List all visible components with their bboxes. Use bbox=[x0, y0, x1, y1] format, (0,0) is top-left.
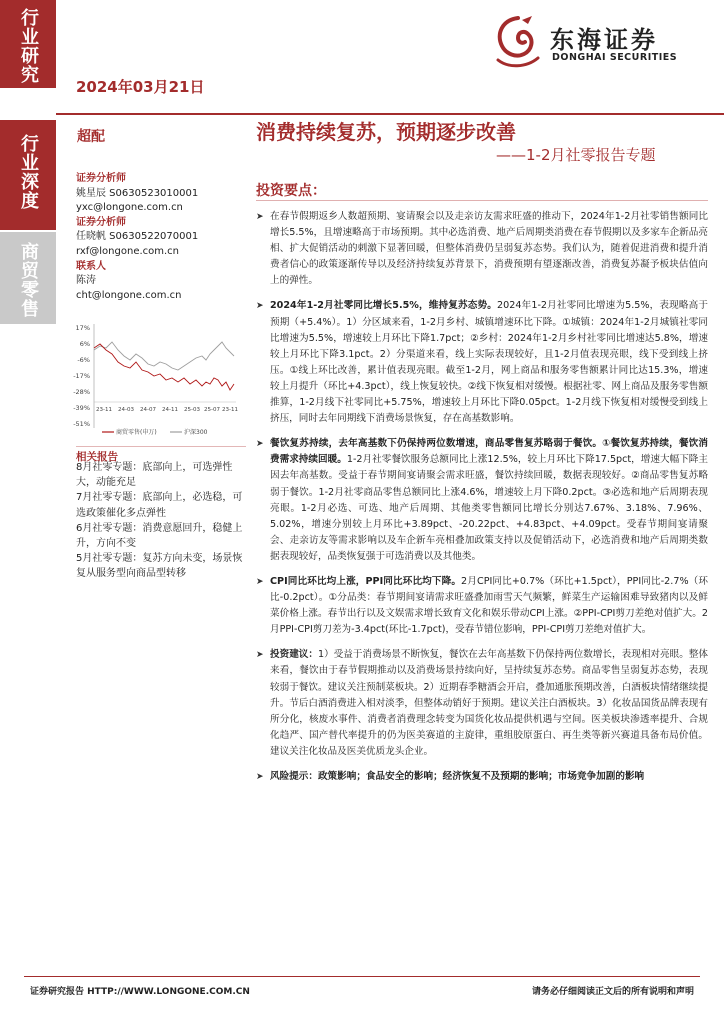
analyst-info bbox=[76, 172, 246, 303]
header-divider bbox=[56, 113, 724, 115]
point-paragraph: ➤ 餐饮复苏持续，去年高基数下仍保持两位数增速，商品零售复苏略弱于餐饮。①餐饮复苏持续，餐饮消费需求持续回暖。1-2月社零餐饮服务总额同比上涨12.5%，较上月环比下降17.5pct，增速大幅下降主因去年高基数。受益于春节期间宴请聚会需求旺盛，餐饮持续回暖，数据表现较好。②商品零售复苏略弱于餐饮。1-2月社零商品零售总额同比上涨4.6%，增速较上月下降0.2pct。③必选和地产后周期表现亮眼。1-2月必选、可选、地产后周期、其他类零售额同比增长分别达7.67%、3.18%、7.96%、5.02%，增速分别较上月环比+3.89pct、-20.22pct、+4.83pct、+4.09pct。受春节期间宴请聚会、走亲访友等需求影响以及车企新车亮相叠加政策支持以及促销活动下，必选消费和地产后周期类数据表现较好，品类恢复强于可选消费以及其他类。 bbox=[256, 438, 709, 562]
related-report-item[interactable]: 6月社零专题：消费意愿回升，稳健上升，方向不变 bbox=[76, 522, 243, 550]
logo-text-en: DONGHAI SECURITIES bbox=[552, 52, 678, 63]
report-subtitle: ——1-2月社零报告专题 bbox=[496, 146, 656, 164]
side-tab-type: 行业深度 bbox=[0, 120, 56, 230]
related-reports-list bbox=[76, 460, 248, 582]
analyst-label: 证券分析师 bbox=[76, 173, 126, 184]
series-line-hs300 bbox=[94, 342, 234, 370]
point-paragraph: ➤ 2024年1-2月社零同比增长5.5%，维持复苏态势。2024年1-2月社零同比增速为5.5%，表现略高于预期（+5.4%）。1）分区域来看，1-2月乡村、城镇增速环比下降。①城镇：2024年1-2月城镇社零同比增速为5.5%，增速较上月环比下降1.7pct；②乡村：2024年1-2月乡村社零同比增速达5.8%，增速较上月环比下降3.1pct。2）分渠道来看，线上实际表现较好，且1-2月值表现亮眼，线下受到线上挤压。①线上环比改善，累计值表现亮眼。截至1-2月，网上商品和服务零售额累计同比达15.3%，增速较上月提升（环比+4.3pct），线上恢复较快。②线下恢复相对缓慢。根据社零、网上商品及服务零售额推算，1-2月线下社零同比+5.75%，增速较上月环比下降0.05pct。1-2月线下恢复相对缓慢受到线上挤压，同时去年同期线下消费场景恢复，存在高基数影响。 bbox=[256, 300, 708, 425]
bullet-arrow-icon: ➤ bbox=[256, 212, 264, 222]
bullet-arrow-icon: ➤ bbox=[256, 576, 264, 587]
legend-hs300: 沪深300 bbox=[184, 429, 208, 436]
point-paragraph: ➤ 在春节假期返乡人数超预期、宴请聚会以及走亲访友需求旺盛的推动下，2024年1-2月社零销售额同比增长5.5%，且增速略高于市场预期。其中必选消费、地产后周期类消费在春节假期以及多家车企新品亮相、扩大促销活动的刺激下显著回暖，但整体消费仍呈弱复苏态势。我们认为，随着促进消费和提升消费者信心的政策逐渐传导以及经济持续复苏背景下，消费预期有望逐渐改善，消费复苏凝予板块估值向上的弹性。 bbox=[256, 211, 708, 287]
analyst-email: rxf@longone.com.cn bbox=[76, 245, 180, 257]
x-tick: 24-03 bbox=[118, 407, 134, 413]
related-report-item[interactable]: 7月社零专题：底部向上，必选稳，可选政策催化多点弹性 bbox=[76, 492, 243, 519]
point-paragraph: ➤ 投资建议：1）受益于消费场景不断恢复，餐饮在去年高基数下仍保持两位数增长，表现相对亮眼。整体来看，餐饮由于春节假期推动以及消费场景持续向好，呈持续复苏态势。商品零售呈弱复苏态势，表现较弱于餐饮。建议关注预制菜板块。2）近期春季糖酒会开启，叠加通胀预期改善，白酒板块情绪继续提升。节后白酒消费进入相对淡季，但整体动销好于预期。建议关注白酒板块。3）化妆品国货品牌表现有所分化，核废水事件、消费者消费理念转变为国货化妆品提供机遇与空间。医美板块渗透率提升、合规化趋严、国产替代率提升的仍为医美赛道的主旋律，重组胶原蛋白、再生类等新兴赛道具备布局价值。建议关注化妆品及医美优质龙头企业。 bbox=[256, 649, 709, 757]
analyst-email: yxc@longone.com.cn bbox=[76, 202, 183, 214]
x-tick: 24-07 bbox=[140, 407, 156, 413]
report-date: 2024年03月21日 bbox=[76, 78, 205, 96]
bullet-arrow-icon: ➤ bbox=[256, 650, 264, 661]
y-tick: -51% bbox=[73, 420, 90, 428]
bullet-arrow-icon: ➤ bbox=[256, 439, 264, 450]
contact-label: 联系人 bbox=[76, 260, 106, 272]
related-report-item[interactable]: 5月社零专题：复苏方向未变，场景恢复从服务型向商品型转移 bbox=[76, 553, 243, 580]
analyst-name: 姚星辰 S0630523010001 bbox=[76, 187, 199, 199]
bullet-arrow-icon: ➤ bbox=[256, 301, 264, 312]
logo-text-cn: 东海证券 bbox=[550, 26, 658, 54]
analyst-label: 证券分析师 bbox=[76, 216, 126, 228]
side-tab-sector: 商贸零售 bbox=[0, 232, 56, 324]
x-tick: 25-07 bbox=[204, 407, 220, 413]
investment-points-heading: 投资要点： bbox=[256, 183, 326, 199]
rating-badge: 超配 bbox=[77, 129, 105, 145]
y-tick: -17% bbox=[73, 372, 90, 380]
y-tick: -39% bbox=[73, 404, 90, 412]
side-tab-category: 行业研究 bbox=[0, 0, 56, 88]
y-tick: 17% bbox=[75, 324, 90, 332]
analyst-name: 任晓帆 S0630522070001 bbox=[76, 231, 199, 243]
x-tick: 24-11 bbox=[162, 407, 178, 413]
report-title: 消费持续复苏，预期逐步改善 bbox=[256, 120, 516, 144]
performance-chart bbox=[73, 320, 246, 440]
footer-divider bbox=[24, 976, 700, 977]
investment-points bbox=[256, 209, 708, 785]
related-report-item[interactable]: 8月社零专题：底部向上，可选弹性大，动能充足 bbox=[76, 462, 233, 489]
point-paragraph: ➤ CPI同比环比均上涨，PPI同比环比均下降。2月CPI同比+0.7%（环比+1.5pct），PPI同比-2.7%（环比-0.2pct）。①分品类：春节期间宴请需求旺盛叠加雨雪天气频繁，鲜菜生产运输困难导致猪肉以及鲜菜价格上涨。春节出行以及文娱需求增长致育文化和娱乐带动CPI上涨。②PPI-CPI剪刀差绝对值扩大。2月PPI-CPI剪刀差为-3.4pct(环比-1.7pct)，受春节错位影响，PPI-CPI剪刀差绝对值扩大。 bbox=[256, 575, 708, 636]
x-tick: 25-03 bbox=[184, 407, 200, 413]
x-tick: 23-11 bbox=[96, 407, 112, 413]
dragon-logo-icon bbox=[488, 14, 548, 72]
contact-email: cht@longone.com.cn bbox=[76, 289, 182, 301]
y-tick: -28% bbox=[73, 388, 90, 396]
company-logo bbox=[488, 14, 718, 74]
y-tick: -6% bbox=[77, 356, 90, 364]
y-tick: 6% bbox=[79, 340, 90, 348]
points-divider bbox=[256, 200, 708, 201]
point-paragraph: ➤ 风险提示：政策影响；食品安全的影响；经济恢复不及预期的影响；市场竞争加剧的影响 bbox=[256, 769, 708, 785]
footer-disclaimer: 请务必仔细阅读正文后的所有说明和声明 bbox=[531, 987, 694, 997]
contact-name: 陈涛 bbox=[76, 275, 96, 287]
related-reports-heading: 相关报告 bbox=[76, 446, 246, 464]
bullet-arrow-icon: ➤ bbox=[256, 772, 264, 782]
x-tick: 23-11 bbox=[222, 407, 238, 413]
footer-website[interactable]: 证券研究报告 HTTP://WWW.LONGONE.COM.CN bbox=[30, 987, 250, 997]
legend-retail: 商贸零售(申万) bbox=[116, 429, 157, 436]
